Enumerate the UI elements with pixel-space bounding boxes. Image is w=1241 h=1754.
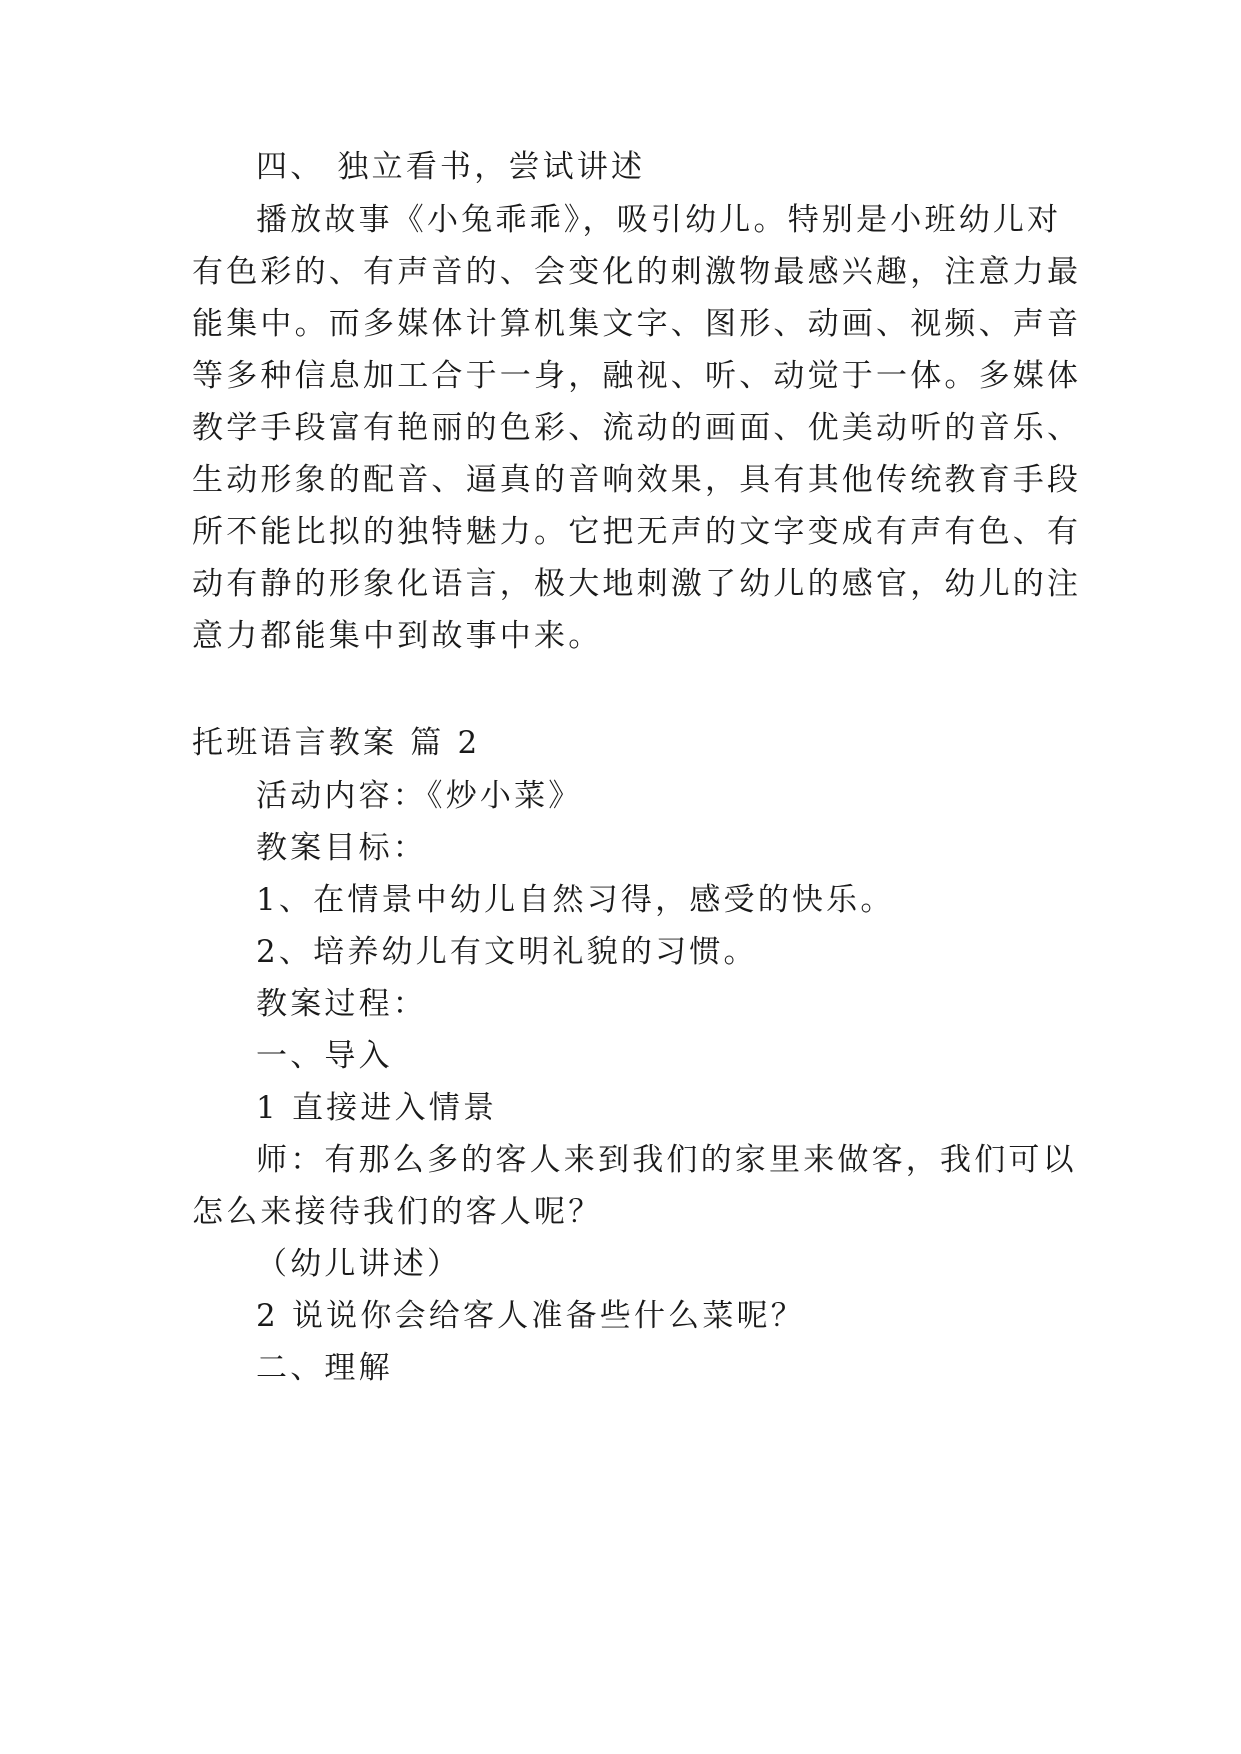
goals-label: 教案目标： bbox=[256, 830, 427, 866]
paragraph-line: 有色彩的、有声音的、会变化的刺激物最感兴趣，注意力最 bbox=[192, 254, 1082, 290]
paragraph-line: 播放故事《小兔乖乖》，吸引幼儿。特别是小班幼儿对 bbox=[256, 202, 1062, 238]
paragraph-line: 所不能比拟的独特魅力。它把无声的文字变成有声有色、有 bbox=[192, 514, 1082, 550]
teacher-line: 怎么来接待我们的客人呢？ bbox=[192, 1194, 603, 1230]
goal-item: 1、在情景中幼儿自然习得，感受的快乐。 bbox=[256, 882, 895, 918]
paragraph-line: 能集中。而多媒体计算机集文字、图形、动画、视频、声音 bbox=[192, 306, 1082, 342]
step-heading: 一、导入 bbox=[256, 1038, 393, 1074]
paragraph-line: 生动形象的配音、逼真的音响效果，具有其他传统教育手段 bbox=[192, 462, 1082, 498]
process-label: 教案过程： bbox=[256, 986, 427, 1022]
step-item: 2 说说你会给客人准备些什么菜呢？ bbox=[256, 1298, 805, 1334]
goal-item: 2、培养幼儿有文明礼貌的习惯。 bbox=[256, 934, 758, 970]
teacher-line: 师：有那么多的客人来到我们的家里来做客，我们可以 bbox=[256, 1142, 1077, 1178]
step-item: 1 直接进入情景 bbox=[256, 1090, 498, 1126]
activity-content: 活动内容：《炒小菜》 bbox=[256, 778, 583, 814]
section-heading: 四、 独立看书，尝试讲述 bbox=[256, 149, 646, 185]
paragraph-line: 意力都能集中到故事中来。 bbox=[192, 618, 603, 654]
lesson-title: 托班语言教案 篇 2 bbox=[192, 725, 481, 761]
children-note: （幼儿讲述） bbox=[256, 1246, 462, 1282]
paragraph-line: 等多种信息加工合于一身，融视、听、动觉于一体。多媒体 bbox=[192, 358, 1082, 394]
paragraph-line: 动有静的形象化语言，极大地刺激了幼儿的感官，幼儿的注 bbox=[192, 566, 1082, 602]
paragraph-line: 教学手段富有艳丽的色彩、流动的画面、优美动听的音乐、 bbox=[192, 410, 1082, 446]
step-heading: 二、理解 bbox=[256, 1350, 393, 1386]
